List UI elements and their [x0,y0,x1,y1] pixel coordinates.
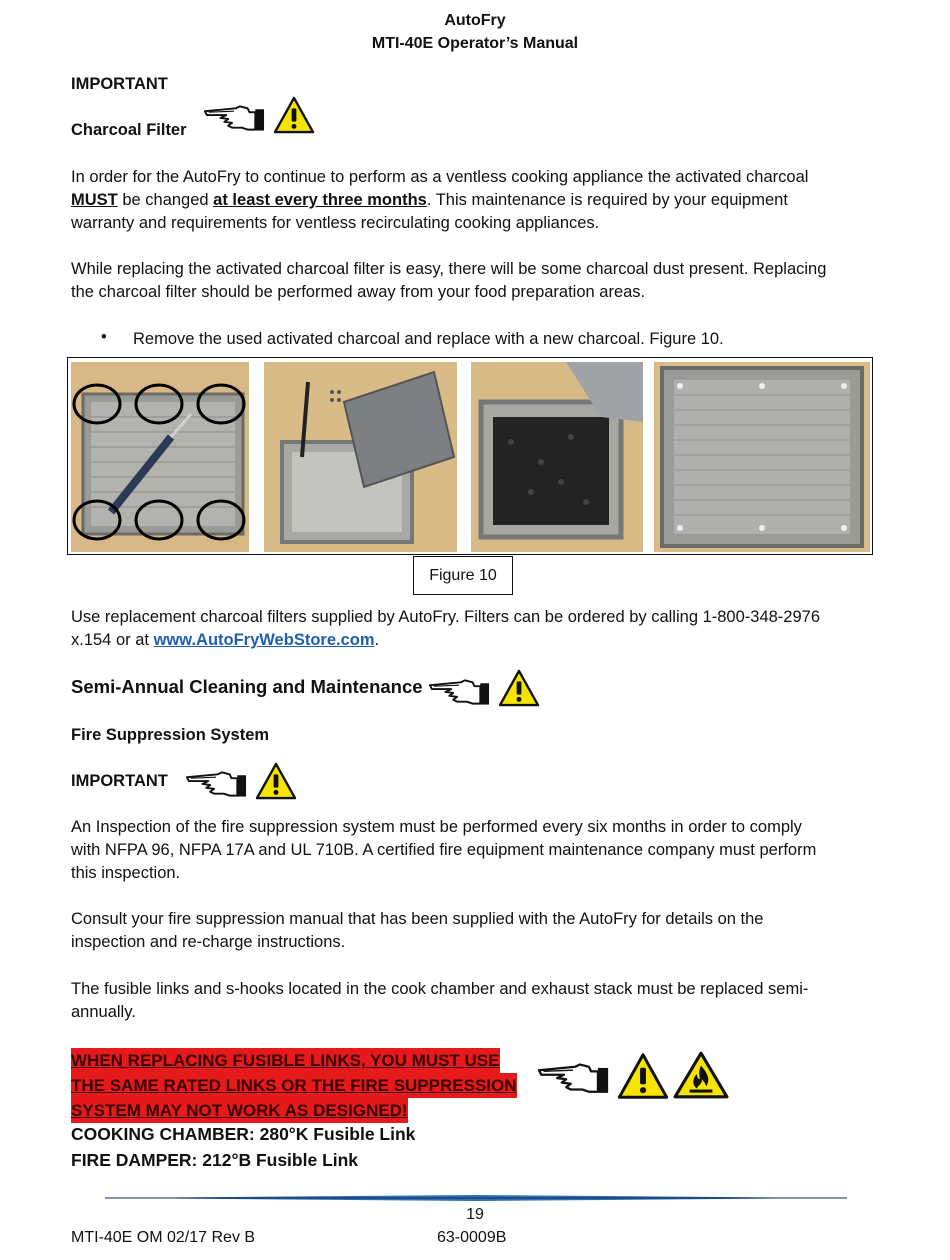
webstore-link[interactable]: www.AutoFryWebStore.com [153,631,375,649]
header-subtitle: MTI-40E Operator’s Manual [371,35,579,52]
order-filters-paragraph: Use replacement charcoal filters supplied by AutoFry. Filters can be ordered by calling 1-800-348-2976 x.154 or at www.AutoFryWebStore.com. [71,608,821,649]
warning-line: SYSTEM MAY NOT WORK AS DESIGNED! [71,1098,408,1123]
header-title: AutoFry [444,12,506,29]
fusible-link-warning [71,1048,517,1123]
caution-icon [255,762,297,800]
charcoal-paragraph-1: In order for the AutoFry to continue to perform as a ventless cooking appliance the activated charcoal MUST be changed at least every three months. This maintenance is required by your equipment warranty and requirements for ventless recirculating cooking appliances. [71,168,809,232]
figure-10-photos [67,357,873,555]
consult-manual-paragraph: Consult your fire suppression manual that has been supplied with the AutoFry for details on the inspection and re-charge instructions. [71,910,764,951]
part-number: 63-0009B [437,1229,507,1246]
pointing-hand-icon [203,102,265,132]
figure-caption: Figure 10 [413,556,513,595]
pointing-hand-icon [535,1060,611,1094]
fire-damper-spec: FIRE DAMPER: 212°B Fusible Link [71,1150,359,1170]
photo-filter-screws [71,362,249,552]
important-label: IMPORTANT [71,75,168,93]
cooking-chamber-spec: COOKING CHAMBER: 280°K Fusible Link [71,1124,416,1144]
pointing-hand-icon [428,676,490,706]
bullet-remove-charcoal: Remove the used activated charcoal and replace with a new charcoal. Figure 10. [133,330,724,348]
pointing-hand-icon [185,768,247,798]
fire-suppression-heading: Fire Suppression System [71,726,270,744]
document-id: MTI-40E OM 02/17 Rev B [71,1229,256,1246]
warning-line: THE SAME RATED LINKS OR THE FIRE SUPPRESSION [71,1073,517,1098]
footer-rule [105,1195,847,1201]
warning-line: WHEN REPLACING FUSIBLE LINKS, YOU MUST USE [71,1048,500,1073]
photo-filter-open [264,362,457,552]
must-emphasis: MUST [71,191,118,209]
frequency-emphasis: at least every three months [213,191,427,209]
charcoal-paragraph-2: While replacing the activated charcoal filter is easy, there will be some charcoal dust present. Replacing the charcoal filter should be performed away from your food preparation areas. [71,260,827,301]
caution-icon [498,669,540,707]
charcoal-filter-heading: Charcoal Filter [71,121,187,139]
photo-filter-closed [654,362,870,552]
bullet-dot: • [101,328,107,346]
page-number: 19 [466,1206,484,1223]
photo-charcoal-fill [471,362,643,552]
important-label-2: IMPORTANT [71,772,168,790]
semi-annual-heading: Semi-Annual Cleaning and Maintenance [71,676,423,697]
caution-icon [273,96,315,134]
flammable-icon [673,1051,729,1099]
fusible-links-paragraph: The fusible links and s-hooks located in the cook chamber and exhaust stack must be replaced semi- annually. [71,980,809,1021]
caution-icon [617,1052,669,1100]
inspection-paragraph: An Inspection of the fire suppression system must be performed every six months in order to comply with NFPA 96, NFPA 17A and UL 710B. A certified fire equipment maintenance company must perform this inspection. [71,818,817,882]
